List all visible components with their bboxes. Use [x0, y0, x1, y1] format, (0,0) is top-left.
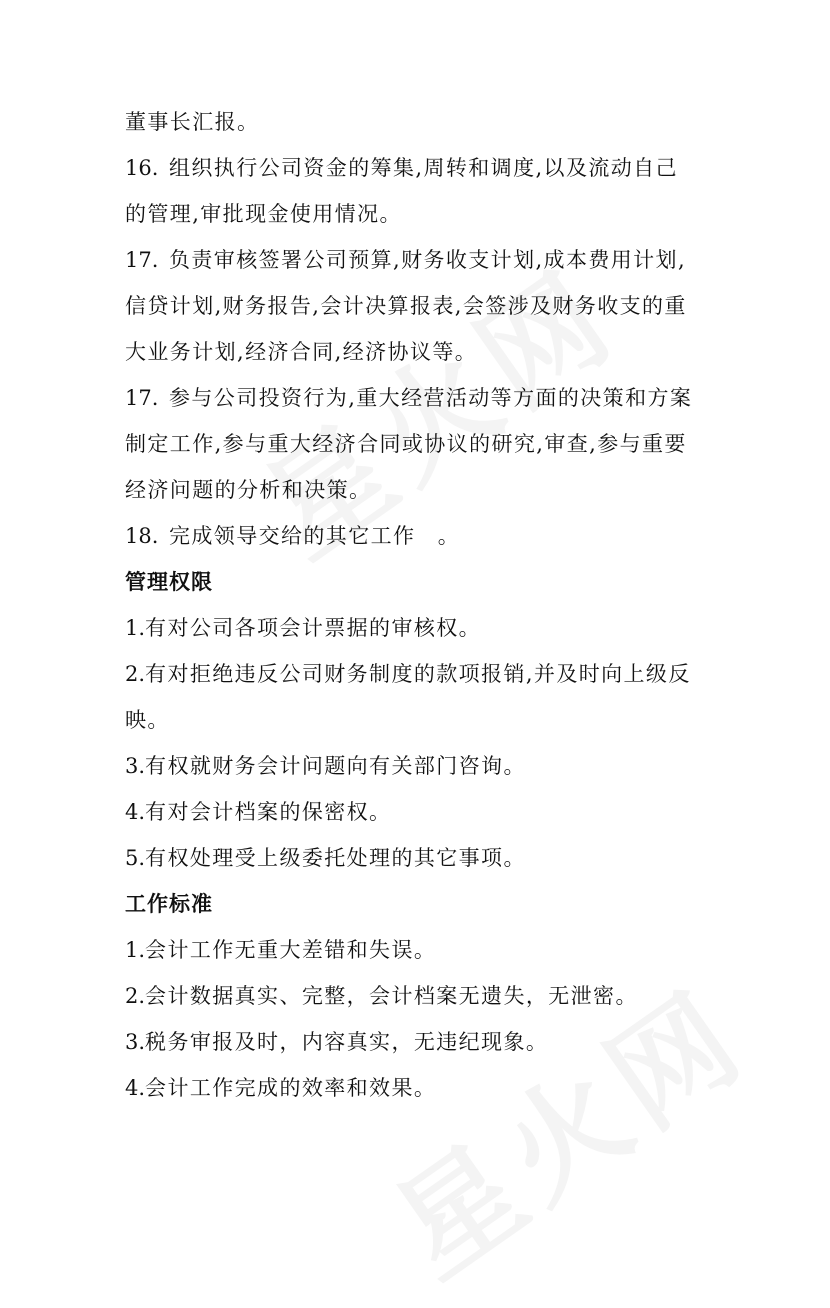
paragraph-line — [125, 706, 170, 734]
list-item — [125, 614, 481, 642]
list-item — [125, 154, 678, 182]
line-text: 负责审核签署公司预算,财务收支计划,成本费用计划, — [169, 248, 687, 272]
item-number: 5. — [125, 846, 146, 870]
list-item — [125, 844, 526, 872]
item-text: 会计数据真实、完整，会计档案无遗失，无泄密。 — [145, 984, 638, 1008]
line-text: 大业务计划,经济合同,经济协议等。 — [125, 340, 478, 364]
item-number: 18. — [125, 524, 159, 548]
line-text: 制定工作,参与重大经济合同或协议的研究,审查,参与重要 — [125, 432, 687, 456]
item-text: 会计工作无重大差错和失误。 — [145, 938, 437, 962]
list-item — [125, 1074, 436, 1102]
line-text: 信贷计划,财务报告,会计决算报表,会签涉及财务收支的重 — [125, 294, 687, 318]
item-text: 有对会计档案的保密权。 — [145, 800, 392, 824]
item-number: 16. — [125, 156, 159, 180]
list-item — [125, 936, 436, 964]
item-number: 1. — [125, 616, 146, 640]
list-item — [125, 982, 638, 1010]
paragraph-line — [125, 338, 477, 366]
item-number: 1. — [125, 938, 146, 962]
item-text: 有对拒绝违反公司财务制度的款项报销,并及时向上级反 — [145, 662, 691, 686]
line-text: 参与公司投资行为,重大经营活动等方面的决策和方案 — [169, 386, 693, 410]
paragraph-line — [125, 108, 259, 136]
item-number: 2. — [125, 984, 146, 1008]
section-heading-authority: 管理权限 — [125, 570, 213, 594]
item-text: 有权处理受上级委托处理的其它事项。 — [145, 846, 526, 870]
list-item — [125, 1028, 548, 1056]
list-item — [125, 384, 692, 412]
item-number: 17. — [125, 386, 159, 410]
paragraph-line — [125, 430, 687, 458]
item-number: 2. — [125, 662, 146, 686]
item-number: 4. — [125, 1076, 146, 1100]
paragraph-line — [125, 292, 687, 320]
line-text: 董事长汇报。 — [125, 110, 260, 134]
item-number: 3. — [125, 1030, 146, 1054]
item-number: 4. — [125, 800, 146, 824]
line-text: 组织执行公司资金的筹集,周转和调度,以及流动自己 — [169, 156, 678, 180]
paragraph-line — [125, 476, 371, 504]
list-item — [125, 660, 691, 688]
item-number: 17. — [125, 248, 159, 272]
list-item — [125, 752, 526, 780]
item-text: 映。 — [125, 708, 170, 732]
item-text: 税务审报及时，内容真实，无违纪现象。 — [145, 1030, 549, 1054]
paragraph-line — [125, 200, 402, 228]
line-text: 的管理,审批现金使用情况。 — [125, 202, 402, 226]
list-item — [125, 246, 686, 274]
section-heading-standard: 工作标准 — [125, 892, 213, 916]
line-text: 经济问题的分析和决策。 — [125, 478, 372, 502]
item-text: 有权就财务会计问题向有关部门咨询。 — [145, 754, 526, 778]
line-text: 完成领导交给的其它工作 。 — [169, 524, 461, 548]
item-text: 会计工作完成的效率和效果。 — [145, 1076, 437, 1100]
item-text: 有对公司各项会计票据的审核权。 — [145, 616, 482, 640]
list-item — [125, 522, 460, 550]
list-item — [125, 798, 391, 826]
item-number: 3. — [125, 754, 146, 778]
